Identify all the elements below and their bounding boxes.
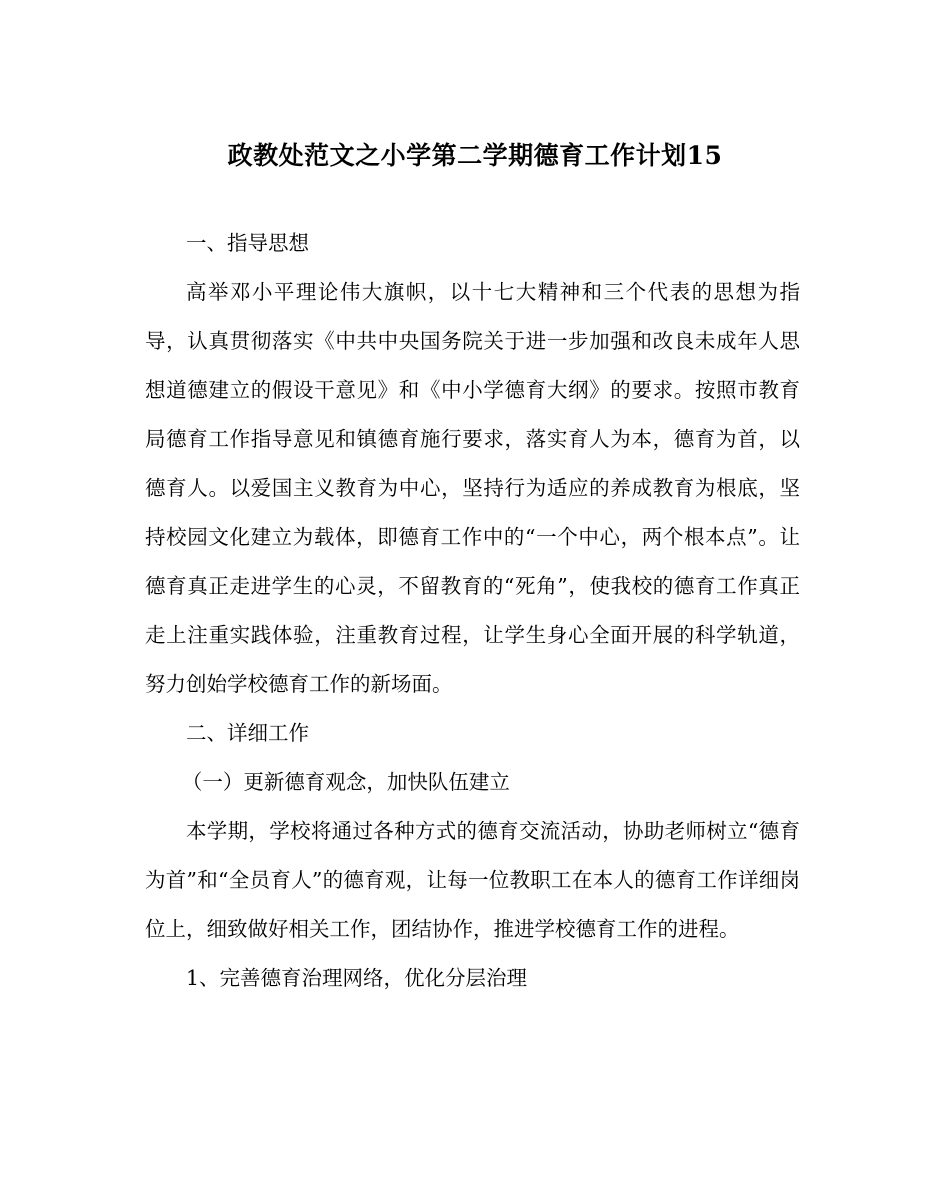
document-title: 政教处范文之小学第二学期德育工作计划15 [227, 141, 723, 170]
document-body [145, 219, 800, 1003]
section-heading-guiding-ideology: 一、指导思想 [186, 231, 309, 255]
item-heading-management-network: 1、完善德育治理网络，优化分层治理 [186, 966, 528, 990]
section-heading-detailed-work: 二、详细工作 [186, 721, 309, 745]
paragraph-guiding-ideology: 高举邓小平理论伟大旗帜，以十七大精神和三个代表的思想为指导，认真贯彻落实《中共中央国务院关于进一步加强和改良未成年人思想道德建立的假设干意见》和《中小学德育大纲》的要求。按照市教育局德育工作指导意见和镇德育施行要求，落实育人为本，德育为首，以德育人。以爱国主义教育为中心，坚持行为适应的养成教育为根底，坚持校园文化建立为载体，即德育工作中的“一个中心，两个根本点”。让德育真正走进学生的心灵，不留教育的“死角”，使我校的德育工作真正走上注重实践体验，注重教育过程，让学生身心全面开展的科学轨道，努力创始学校德育工作的新场面。 [145, 280, 800, 696]
paragraph-update-concepts: 本学期，学校将通过各种方式的德育交流活动，协助老师树立“德育为首”和“全员育人”的德育观，让每一位教职工在本人的德育工作详细岗位上，细致做好相关工作，团结协作，推进学校德育工作的进程。 [145, 819, 800, 941]
subsection-heading-update-concepts: （一）更新德育观念，加快队伍建立 [181, 770, 510, 794]
